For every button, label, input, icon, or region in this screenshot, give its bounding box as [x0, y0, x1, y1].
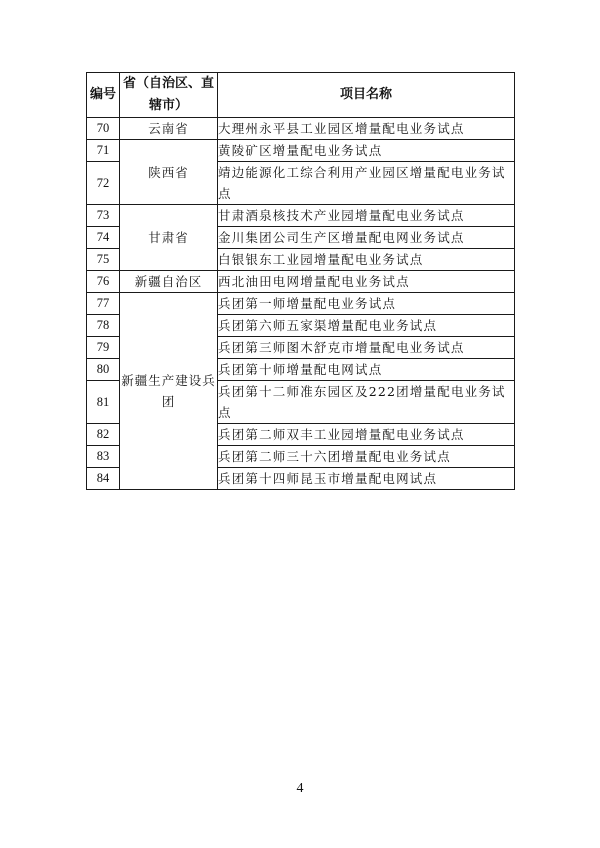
row-number: 82 — [87, 424, 120, 446]
province-cell: 新疆自治区 — [120, 271, 218, 293]
header-province: 省（自治区、直辖市） — [120, 73, 218, 118]
row-number: 76 — [87, 271, 120, 293]
project-name: 甘肃酒泉核技术产业园增量配电业务试点 — [218, 205, 515, 227]
project-name: 兵团第一师增量配电业务试点 — [218, 293, 515, 315]
project-name: 大理州永平县工业园区增量配电业务试点 — [218, 118, 515, 140]
row-number: 81 — [87, 381, 120, 424]
project-name: 西北油田电网增量配电业务试点 — [218, 271, 515, 293]
project-name: 兵团第十四师昆玉市增量配电网试点 — [218, 468, 515, 490]
row-number: 72 — [87, 162, 120, 205]
row-number: 80 — [87, 359, 120, 381]
table-row — [87, 271, 515, 293]
project-name: 靖边能源化工综合利用产业园区增量配电业务试点 — [218, 162, 515, 205]
pilot-project-table — [86, 72, 515, 490]
project-name: 兵团第三师图木舒克市增量配电业务试点 — [218, 337, 515, 359]
table-row — [87, 140, 515, 162]
header-number: 编号 — [87, 73, 120, 118]
table-row — [87, 293, 515, 315]
project-name: 白银银东工业园增量配电业务试点 — [218, 249, 515, 271]
row-number: 71 — [87, 140, 120, 162]
row-number: 77 — [87, 293, 120, 315]
province-cell: 云南省 — [120, 118, 218, 140]
project-name: 兵团第二师双丰工业园增量配电业务试点 — [218, 424, 515, 446]
project-name: 兵团第十师增量配电网试点 — [218, 359, 515, 381]
row-number: 73 — [87, 205, 120, 227]
table-row — [87, 205, 515, 227]
project-name: 兵团第六师五家渠增量配电业务试点 — [218, 315, 515, 337]
row-number: 74 — [87, 227, 120, 249]
row-number: 83 — [87, 446, 120, 468]
province-cell: 甘肃省 — [120, 205, 218, 271]
page-number: 4 — [296, 781, 304, 796]
table-header-row — [87, 73, 515, 118]
header-project-name: 项目名称 — [218, 73, 515, 118]
province-cell: 新疆生产建设兵团 — [120, 293, 218, 490]
table-row — [87, 118, 515, 140]
project-name: 兵团第二师三十六团增量配电业务试点 — [218, 446, 515, 468]
row-number: 78 — [87, 315, 120, 337]
project-name: 黄陵矿区增量配电业务试点 — [218, 140, 515, 162]
row-number: 84 — [87, 468, 120, 490]
province-cell: 陕西省 — [120, 140, 218, 205]
row-number: 70 — [87, 118, 120, 140]
project-name: 兵团第十二师准东园区及222团增量配电业务试点 — [218, 381, 515, 424]
row-number: 79 — [87, 337, 120, 359]
row-number: 75 — [87, 249, 120, 271]
project-name: 金川集团公司生产区增量配电网业务试点 — [218, 227, 515, 249]
